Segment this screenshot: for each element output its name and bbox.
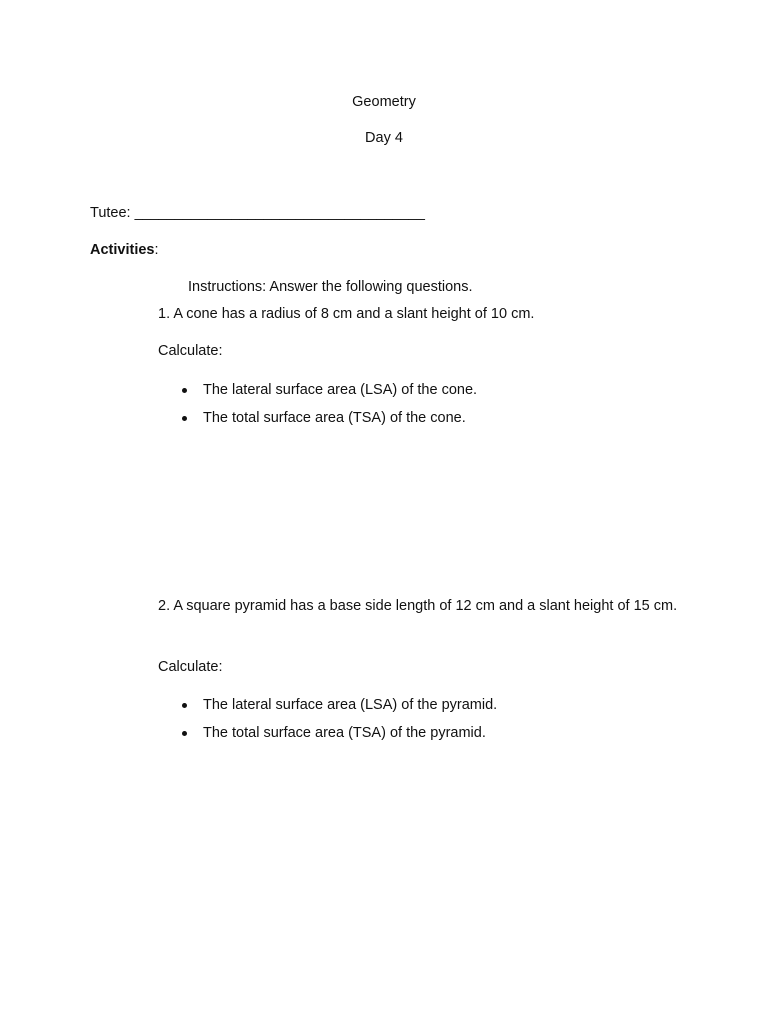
tutee-line (90, 205, 425, 221)
bullet-icon (182, 416, 187, 421)
tutee-label: Tutee: (90, 205, 131, 221)
activities-heading (90, 242, 159, 258)
bullet-icon (182, 731, 187, 736)
bullet-icon (182, 388, 187, 393)
document-day: Day 4 (365, 130, 403, 146)
list-item-text: The total surface area (TSA) of the cone. (203, 410, 466, 426)
tutee-blank: ____________________________________ (134, 205, 425, 221)
question-1-calculate-label: Calculate: (158, 343, 223, 359)
list-item (180, 724, 497, 752)
instructions-text: Instructions: Answer the following questions. (188, 279, 473, 295)
bullet-icon (182, 703, 187, 708)
activities-label: Activities (90, 242, 155, 258)
list-item-text: The lateral surface area (LSA) of the cone. (203, 382, 478, 398)
question-1-bullet-list (180, 381, 477, 437)
list-item-text: The total surface area (TSA) of the pyramid. (203, 725, 486, 741)
activities-colon: : (154, 242, 159, 258)
list-item (180, 696, 497, 724)
question-2-bullet-list (180, 696, 497, 752)
list-item (180, 409, 477, 437)
question-1-text: 1. A cone has a radius of 8 cm and a slant height of 10 cm. (158, 306, 535, 322)
list-item-text: The lateral surface area (LSA) of the pyramid. (203, 697, 498, 713)
list-item (180, 381, 477, 409)
question-2-text: 2. A square pyramid has a base side length of 12 cm and a slant height of 15 cm. (158, 598, 678, 614)
document-title: Geometry (352, 94, 416, 110)
question-2-calculate-label: Calculate: (158, 659, 223, 675)
